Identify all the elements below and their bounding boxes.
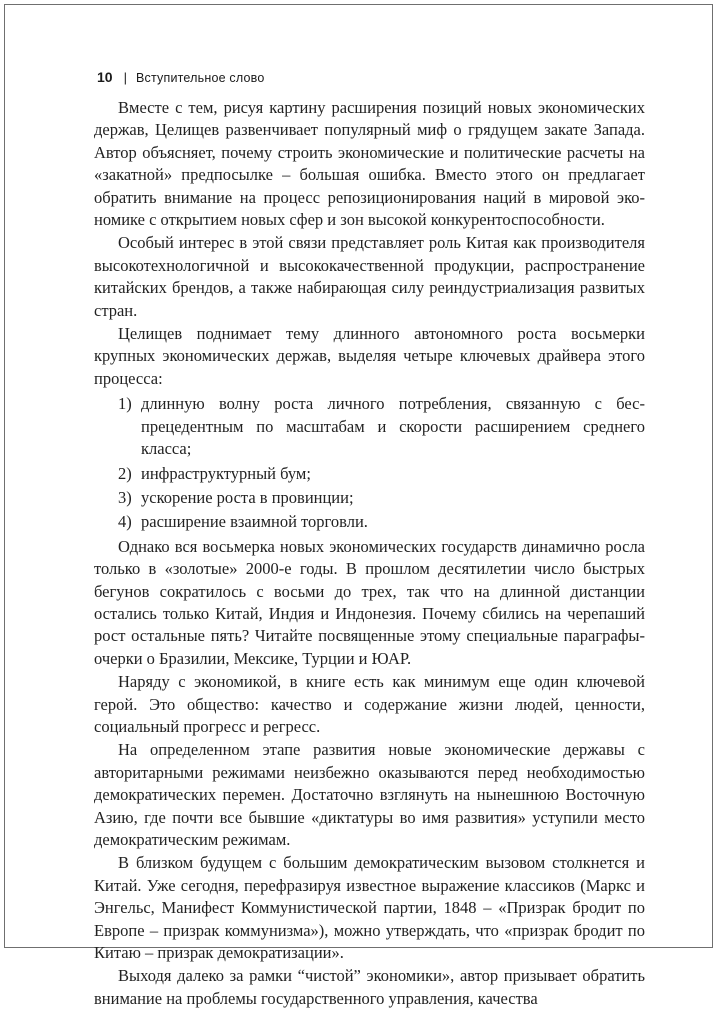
paragraph-3: Целищев поднимает тему длинного автономного роста восьмерки крупных экономических держав, выделяя четыре ключевых драйвера этого процесса: [94,324,645,388]
section-title: Вступительное слово [135,71,265,85]
page-number: 10 [97,69,113,85]
running-header [97,68,265,87]
paragraph-2: Особый интерес в этой связи представляет роль Китая как производителя высокотехнологичной и высококачественной продукции, распространение китайских брендов, а также набирающая силу реиндустриализация развитых стран. [94,233,645,320]
paragraph-8: Выходя далеко за рамки “чистой” экономики», автор призывает обратить внимание на проблемы государственного управления, качества [94,966,645,1008]
paragraph-7: В близком будущем с большим демократическим вызовом столкнется и Китай. Уже сегодня, перефразируя известное выражение классиков (Маркс и Энгельс, Манифест Коммунистической партии, 1848 – «Призрак бродит по Европе – призрак коммунизма»), можно утверждать, что «призрак бродит по Китаю – призрак демократизации». [94,853,645,963]
list-item-number: 2) [118,463,132,483]
list-item [94,511,645,533]
paragraph-1: Вместе с тем, рисуя картину расширения позиций новых экономических держав, Целищев развенчивает популярный миф о грядущем закате Запада. Автор объясняет, почему строить экономические и политические расчеты на «закатной» предпосылке – большая ошибка. Вместо этого он предлагает обратить внимание на процесс репозиционирования наций в мировой экономике с открытием новых сфер и зон высокой конкурентоспособности. [94,98,645,230]
list-item [94,463,645,485]
list-item-number: 4) [118,512,132,532]
list-item-text: ускорение роста в провинции; [141,487,354,507]
list-item [94,487,645,509]
drivers-list [94,393,645,533]
list-item-number: 1) [118,394,132,414]
list-item-text: расширение взаимной торговли. [141,512,368,532]
paragraph-6: На определенном этапе развития новые экономические державы с авторитарными режимами неизбежно оказываются перед необходимостью демократических перемен. Достаточно взглянуть на нынешнюю Восточную Азию, где почти все бывшие «диктатуры во имя развития» уступили место демократическим режимам. [94,740,645,849]
body-text [94,97,645,1010]
list-item-text: инфраструктурный бум; [141,463,311,483]
paragraph-5: Наряду с экономикой, в книге есть как минимум еще один ключевой герой. Это общество: качество и содержание жизни людей, ценности, социальный прогресс и регресс. [94,672,645,736]
paragraph-4: Однако вся восьмерка новых экономических государств динамично росла только в «золотые» 2000-е годы. В прошлом десятилетии число быстрых бегунов сократилось с восьми до трех, так что на длинной дистанции остались только Китай, Индия и Индонезия. Почему сбились на черепаший рост остальные пять? Читайте посвященные этому специальные параграфы-очерки о Бразилии, Мексике, Турции и ЮАР. [94,536,645,668]
list-item-number: 3) [118,487,132,507]
header-separator: | [123,70,127,85]
list-item [94,393,645,460]
list-item-text: длинную волну роста личного потребления, связанную с беспрецедентным по масштабам и скорости расширением среднего класса; [141,394,645,459]
